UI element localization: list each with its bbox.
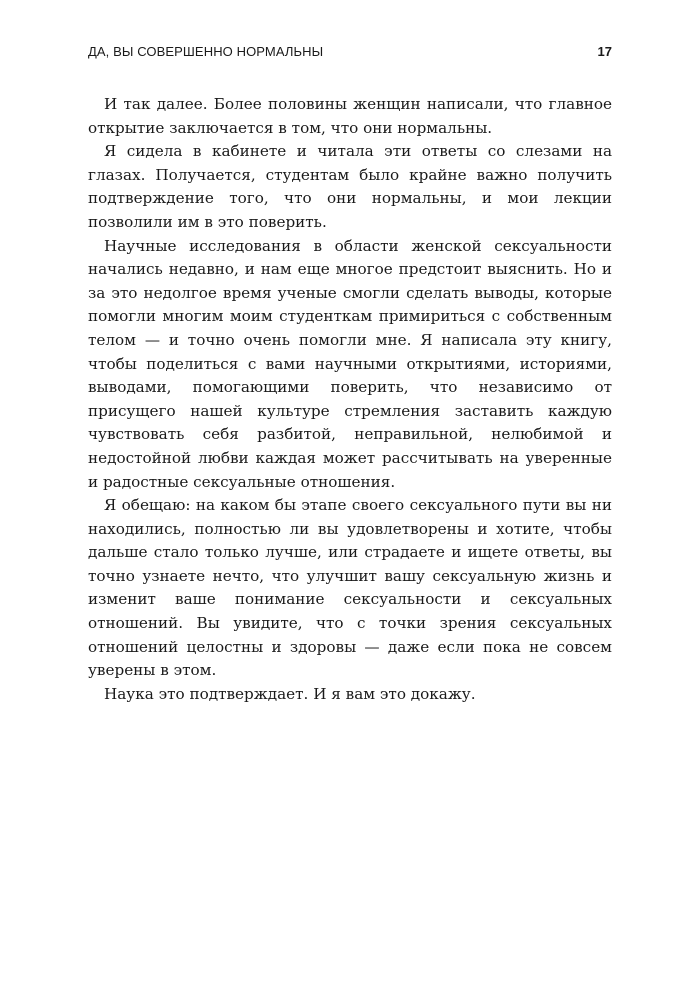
paragraph: И так далее. Более половины женщин написали, что главное открытие заключается в том, что они нормальны. <box>88 95 612 137</box>
paragraph: Наука это подтверждает. И я вам это докажу. <box>104 684 476 703</box>
page-number: 17 <box>597 44 612 59</box>
paragraph: Я обещаю: на каком бы этапе своего сексуального пути вы ни находились, полностью ли вы удовлетворены и хотите, чтобы дальше стало только лучше, или страдаете и ищете ответы, вы точно узнаете нечто, что улучшит вашу сексуальную жизнь и изменит ваше понимание сексуальности и сексуальных отношений. Вы увидите, что с точки зрения сексуальных отношений целостны и здоровы — даже если пока не совсем уверены в этом. <box>88 496 612 680</box>
paragraph: Научные исследования в области женской сексуальности начались недавно, и нам еще многое предстоит выяснить. Но и за это недолгое время ученые смогли сделать выводы, которые помогли многим моим студенткам примириться с собственным телом — и точно очень помогли мне. Я написала эту книгу, чтобы поделиться с вами научными открытиями, историями, выводами, помогающими поверить, что независимо от присущего нашей культуре стремления заставить каждую чувствовать себя разбитой, неправильной, нелюбимой и недостойной любви каждая может рассчитывать на уверенные и радостные сексуальные отношения. <box>88 236 612 491</box>
running-header <box>88 44 612 64</box>
paragraph: Я сидела в кабинете и читала эти ответы со слезами на глазах. Получается, студентам было крайне важно получить подтверждение того, что они нормальны, и мои лекции позволили им в это поверить. <box>88 142 612 231</box>
body-text <box>88 93 612 706</box>
chapter-title: ДА, ВЫ СОВЕРШЕННО НОРМАЛЬНЫ <box>88 44 324 59</box>
